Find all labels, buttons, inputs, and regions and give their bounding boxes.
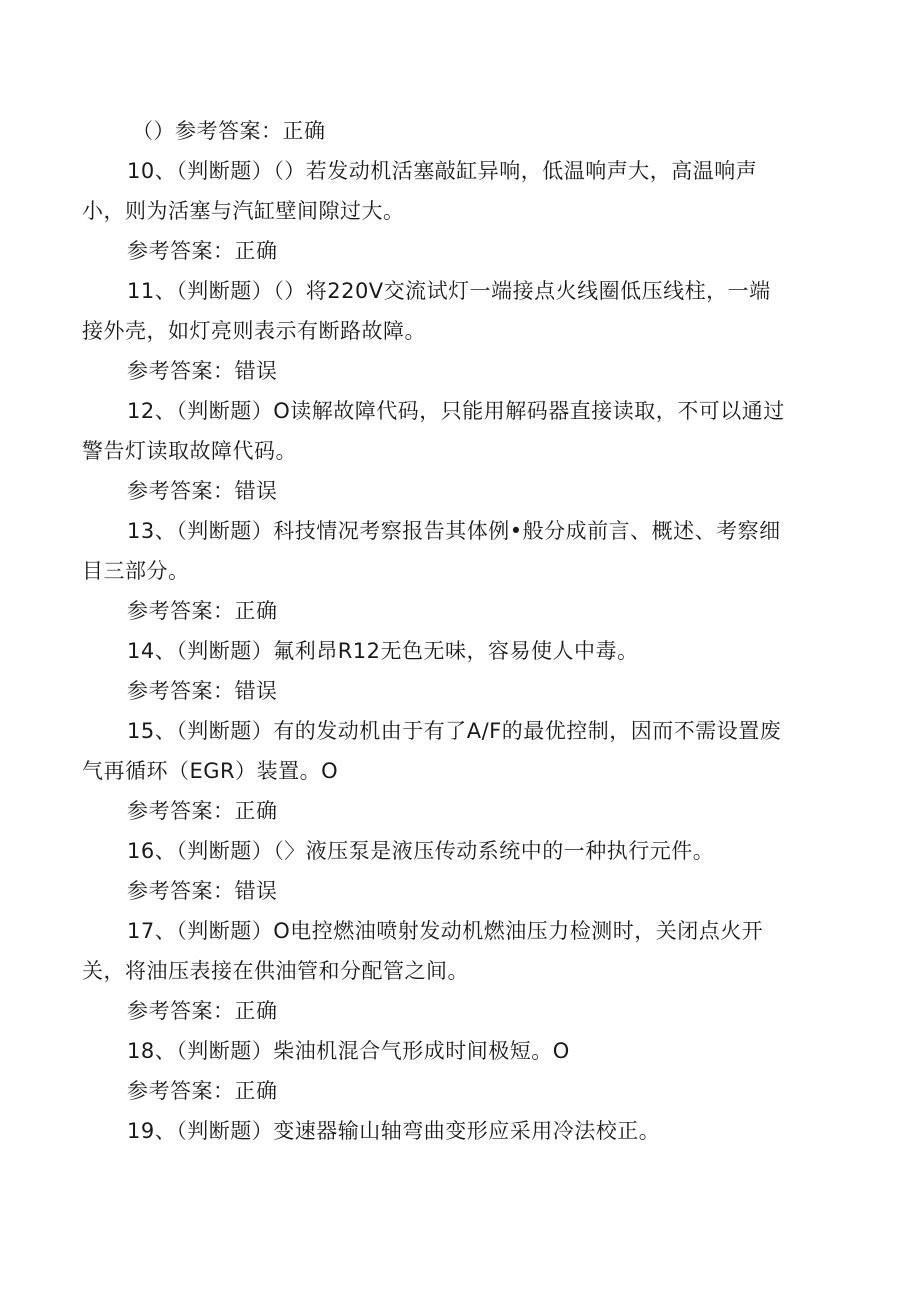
question-11-line-2: 接外壳，如灯亮则表示有断路故障。 [82, 319, 426, 343]
question-13-line-1: 13、（判断题）科技情况考察报告其体例•般分成前言、概述、考察细 [127, 519, 781, 543]
answer-10: 参考答案：正确 [127, 239, 278, 263]
answer-16: 参考答案：错误 [127, 879, 278, 903]
answer-12: 参考答案：错误 [127, 479, 278, 503]
question-12-line-2: 警告灯读取故障代码。 [82, 439, 297, 463]
answer-line: （）参考答案：正确 [132, 119, 326, 143]
question-17-line-1: 17、（判断题）O电控燃油喷射发动机燃油压力检测时，关闭点火开 [127, 919, 764, 943]
answer-13: 参考答案：正确 [127, 599, 278, 623]
answer-18: 参考答案：正确 [127, 1079, 278, 1103]
question-10-line-2: 小，则为活塞与汽缸壁间隙过大。 [82, 199, 405, 223]
answer-14: 参考答案：错误 [127, 679, 278, 703]
question-18-line-1: 18、（判断题）柴油机混合气形成时间极短。O [127, 1039, 570, 1063]
answer-17: 参考答案：正确 [127, 999, 278, 1023]
answer-15: 参考答案：正确 [127, 799, 278, 823]
question-19-line-1: 19、（判断题）变速器输山轴弯曲变形应采用冷法校正。 [127, 1119, 661, 1143]
question-13-line-2: 目三部分。 [82, 559, 190, 583]
answer-11: 参考答案：错误 [127, 359, 278, 383]
question-15-line-1: 15、（判断题）有的发动机由于有了A/F的最优控制，因而不需设置废 [127, 719, 782, 743]
question-16-line-1: 16、（判断题）（〉液压泵是液压传动系统中的一种执行元件。 [127, 839, 715, 863]
question-10-line-1: 10、（判断题）（）若发动机活塞敲缸异响，低温响声大，高温响声 [127, 159, 758, 183]
question-11-line-1: 11、（判断题）（）将220V交流试灯一端接点火线圈低压线柱，一端 [127, 279, 771, 303]
question-14-line-1: 14、（判断题）氟利昂R12无色无味，容易使人中毒。 [127, 639, 639, 663]
question-12-line-1: 12、（判断题）O读解故障代码，只能用解码器直接读取，不可以通过 [127, 399, 785, 423]
question-15-line-2: 气再循环（EGR）装置。O [82, 759, 339, 783]
question-17-line-2: 关，将油压表接在供油管和分配管之间。 [82, 959, 469, 983]
